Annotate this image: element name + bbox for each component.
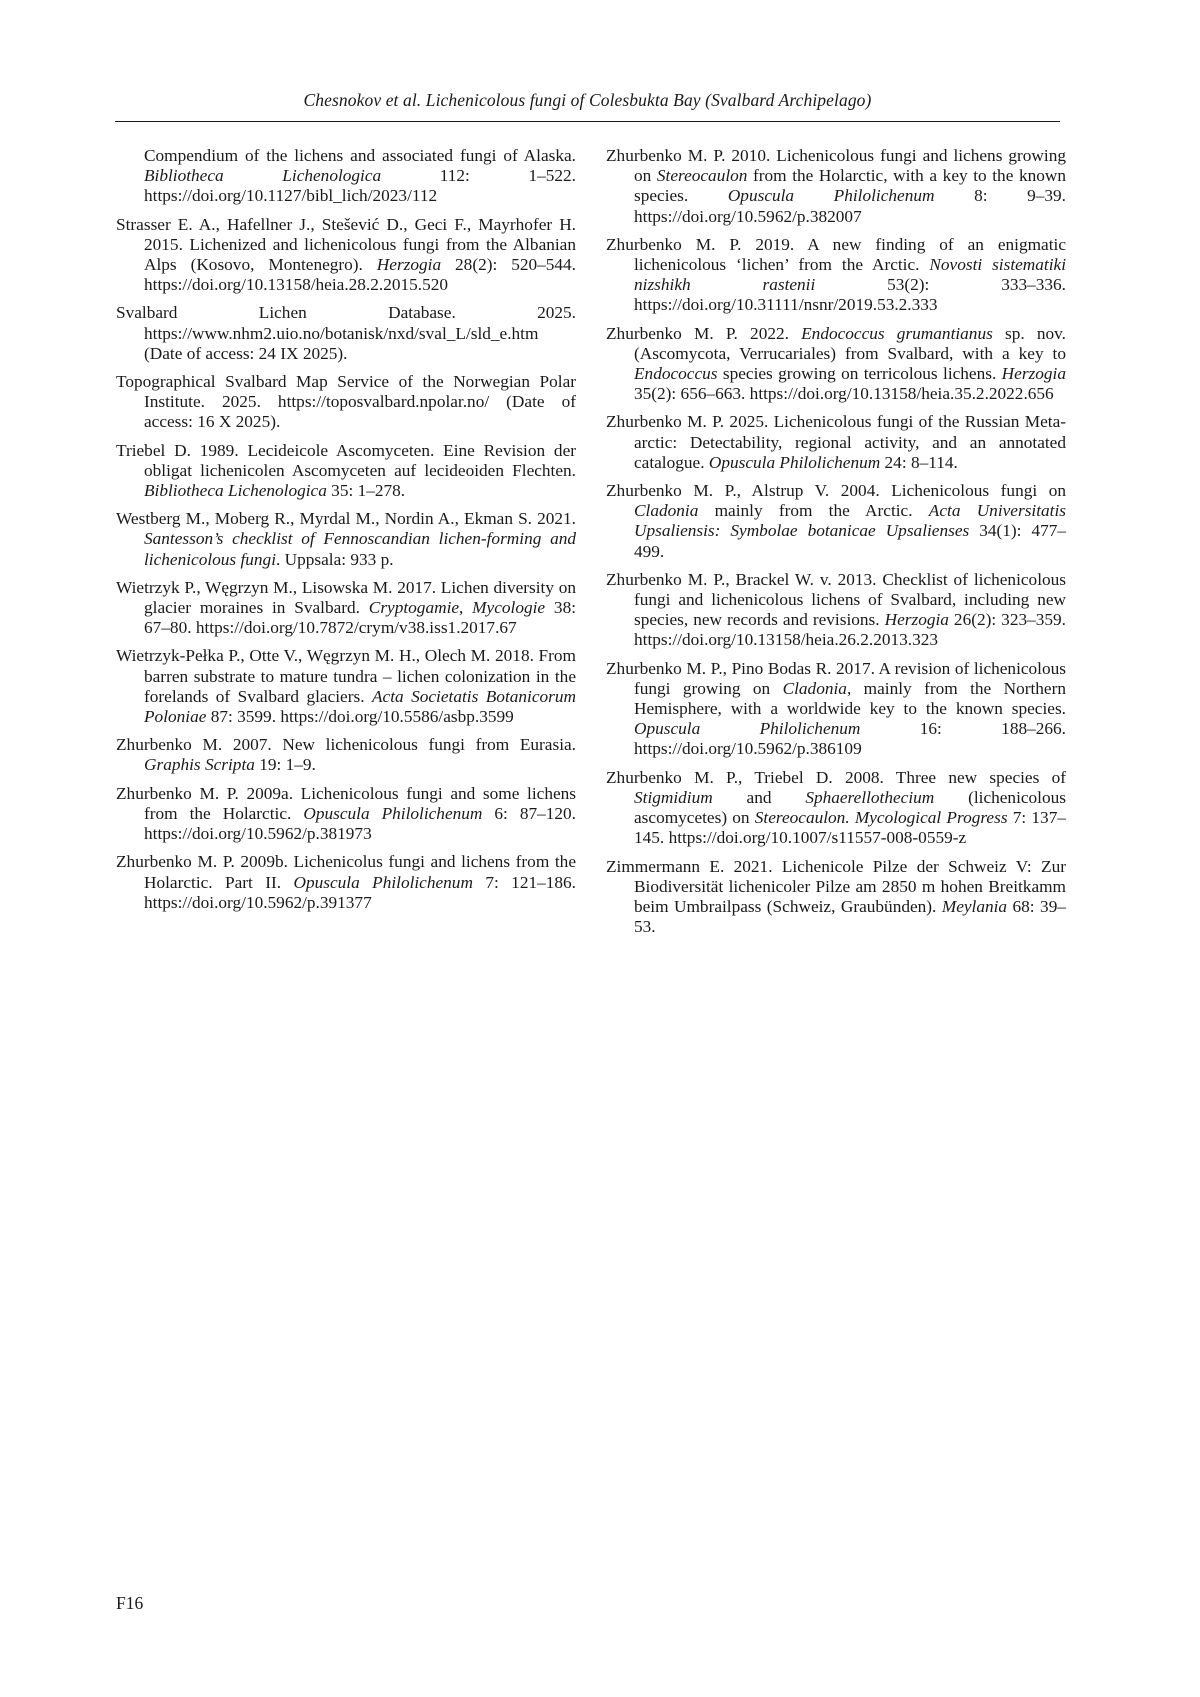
- reference-entry: Westberg M., Moberg R., Myrdal M., Nordin A., Ekman S. 2021. Santesson’s checklist of Fennoscandian lichen-forming and lichenicolous fungi. Uppsala: 933 p.: [116, 509, 576, 569]
- reference-entry: Topographical Svalbard Map Service of the Norwegian Polar Institute. 2025. https://toposvalbard.npolar.no/ (Date of access: 16 X 2025).: [116, 372, 576, 432]
- reference-entry: Zhurbenko M. 2007. New lichenicolous fungi from Eurasia. Graphis Scripta 19: 1–9.: [116, 735, 576, 775]
- reference-entry: Zhurbenko M. P. 2009a. Lichenicolous fungi and some lichens from the Holarctic. Opuscula Philolichenum 6: 87–120. https://doi.org/10.5962/p.381973: [116, 783, 576, 844]
- reference-entry: Triebel D. 1989. Lecideicole Ascomyceten. Eine Revision der obligat lichenicolen Ascomyceten auf lecideoiden Flechten. Bibliotheca Lichenologica 35: 1–278.: [116, 440, 576, 501]
- reference-entry: Zhurbenko M. P. 2010. Lichenicolous fungi and lichens growing on Stereocaulon from the Holarctic, with a key to the known species. Opuscula Philolichenum 8: 9–39. https://doi.org/10.5962/p.382007: [606, 146, 1066, 226]
- reference-entry: Wietrzyk P., Węgrzyn M., Lisowska M. 2017. Lichen diversity on glacier moraines in Svalbard. Cryptogamie, Mycologie 38: 67–80. https://doi.org/10.7872/crym/v38.iss1.2017.67: [116, 577, 577, 638]
- reference-entry: Zhurbenko M. P. 2025. Lichenicolous fungi of the Russian Meta-arctic: Detectability, regional activity, and an annotated catalogue. Opuscula Philolichenum 24: 8–114.: [606, 412, 1066, 472]
- reference-entry: Zhurbenko M. P., Pino Bodas R. 2017. A revision of lichenicolous fungi growing on Cladonia, mainly from the Northern Hemisphere, with a worldwide key to the known species. Opuscula Philolichenum 16: 188–266. https://doi.org/10.5962/p.386109: [606, 658, 1066, 759]
- reference-entry: Zhurbenko M. P. 2019. A new finding of an enigmatic lichenicolous ‘lichen’ from the Arctic. Novosti sistematiki nizshikh rastenii 53(2): 333–336. https://doi.org/10.31111/nsnr/2019.53.2.333: [606, 234, 1067, 315]
- reference-entry: Zhurbenko M. P. 2009b. Lichenicolus fungi and lichens from the Holarctic. Part II. Opuscula Philolichenum 7: 121–186. https://doi.org/10.5962/p.391377: [116, 852, 576, 912]
- running-header: Chesnokov et al. Lichenicolous fungi of Colesbukta Bay (Svalbard Archipelago): [303, 90, 872, 110]
- page-number: F16: [116, 1593, 144, 1613]
- reference-entry: Compendium of the lichens and associated fungi of Alaska. Bibliotheca Lichenologica 112: 1–522. https://doi.org/10.1127/bibl_lich/2023/112: [144, 146, 576, 206]
- reference-entry: Zhurbenko M. P., Alstrup V. 2004. Lichenicolous fungi on Cladonia mainly from the Arctic. Acta Universitatis Upsaliensis: Symbolae botanicae Upsalienses 34(1): 477–499.: [606, 481, 1067, 561]
- header-rule: [115, 121, 1060, 122]
- reference-entry: Zhurbenko M. P., Triebel D. 2008. Three new species of Stigmidium and Sphaerellothecium (lichenicolous ascomycetes) on Stereocaulon. Mycological Progress 7: 137–145. https://doi.org/10.1007/s11557-008-0559-z: [606, 767, 1066, 848]
- reference-entry: Zhurbenko M. P. 2022. Endococcus grumantianus sp. nov. (Ascomycota, Verrucariales) from Svalbard, with a key to Endococcus species growing on terricolous lichens. Herzogia 35(2): 656–663. https://doi.org/10.13158/heia.35.2.2022.656: [606, 323, 1066, 404]
- reference-entry: Zimmermann E. 2021. Lichenicole Pilze der Schweiz V: Zur Biodiversität lichenicoler Pilze am 2850 m hohen Breitkamm beim Umbrailpass (Schweiz, Graubünden). Meylania 68: 39–53.: [606, 856, 1066, 937]
- references-right-column: [606, 146, 1066, 945]
- reference-entry: Strasser E. A., Hafellner J., Stešević D., Geci F., Mayrhofer H. 2015. Lichenized and lichenicolous fungi from the Albanian Alps (Kosovo, Montenegro). Herzogia 28(2): 520–544. https://doi.org/10.13158/heia.28.2.2015.520: [116, 214, 576, 295]
- reference-entry: Zhurbenko M. P., Brackel W. v. 2013. Checklist of lichenicolous fungi and lichenicolous lichens of Svalbard, including new species, new records and revisions. Herzogia 26(2): 323–359. https://doi.org/10.13158/heia.26.2.2013.323: [606, 569, 1066, 650]
- reference-entry: Svalbard Lichen Database. 2025. https://www.nhm2.uio.no/botanisk/nxd/sval_L/sld_e.htm (Date of access: 24 IX 2025).: [116, 303, 576, 363]
- reference-entry: Wietrzyk-Pełka P., Otte V., Węgrzyn M. H., Olech M. 2018. From barren substrate to mature tundra – lichen colonization in the forelands of Svalbard glaciers. Acta Societatis Botanicorum Poloniae 87: 3599. https://doi.org/10.5586/asbp.3599: [116, 646, 576, 727]
- references-left-column: [116, 146, 576, 921]
